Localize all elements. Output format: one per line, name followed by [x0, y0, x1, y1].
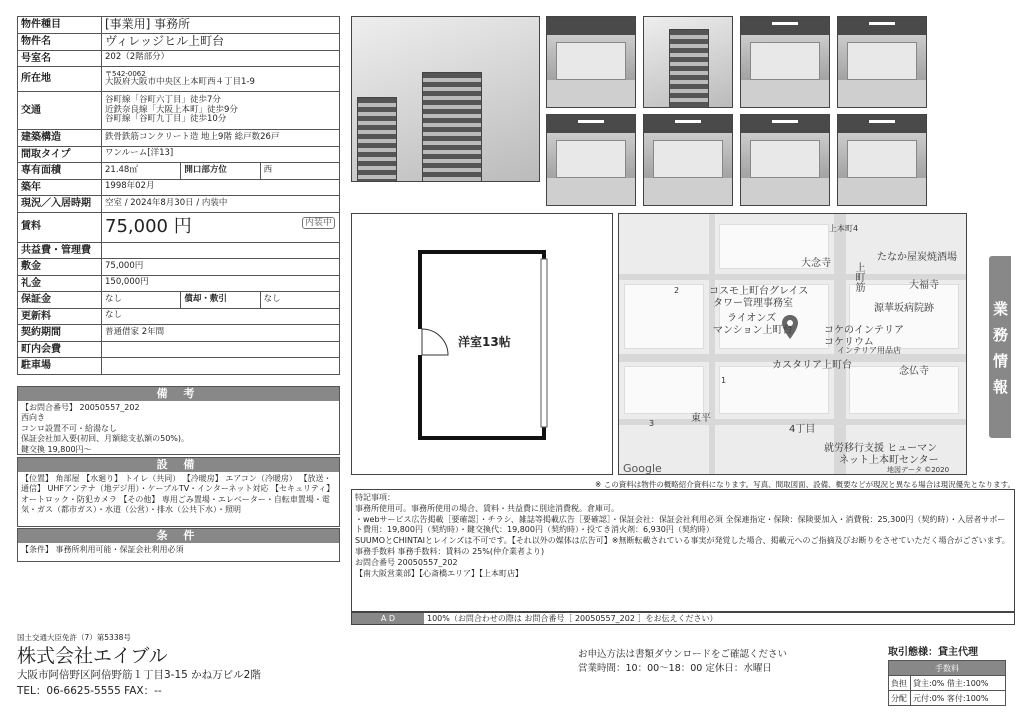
split-label: 分配 [889, 691, 911, 706]
building-shape [422, 72, 482, 182]
management-fee [102, 242, 340, 259]
section-body: 【条件】 事務所利用可能・保証会社利用必須 [21, 545, 184, 554]
floor-plan [351, 213, 613, 475]
layout-type: ワンルーム[洋13] [102, 146, 340, 163]
window-direction: 西 [260, 163, 339, 180]
label: 共益費・管理費 [18, 242, 102, 259]
company-phone: TEL：06-6625-5555 FAX：-- [17, 685, 162, 697]
label: 契約期間 [18, 325, 102, 342]
interior-photo[interactable] [740, 114, 830, 206]
interior-photo[interactable] [837, 16, 927, 108]
access-line: 谷町線「谷町六丁目」徒歩7分 [105, 94, 221, 105]
label: 建築構造 [18, 130, 102, 147]
map-label: 就労移行支援 ヒューマン [824, 443, 938, 454]
contract-period: 普通借家 2年間 [102, 325, 340, 342]
transaction-terms [888, 643, 1006, 706]
section-title: 条 件 [18, 529, 339, 543]
address: 大阪府大阪市中央区上本町西４丁目1-9 [105, 77, 255, 88]
label: 号室名 [18, 50, 102, 67]
renewal-fee: なし [102, 308, 340, 325]
section-body: 【お問合番号】 20050557_202 西向き コンロ設置不可・給湯なし 保証会社加入要(初回、月額総支払額の50%)。 鍵交換 19,800円〜 [21, 403, 190, 454]
apply-method: お申込方法は書類ダウンロードをご確認ください [578, 649, 788, 660]
room-label: 洋室13帖 [458, 335, 511, 349]
label: 築年 [18, 179, 102, 196]
guarantee: なし [102, 292, 181, 309]
occupancy-status: 空室 / 2024年8月30日 / 内装中 [102, 196, 340, 213]
exterior-photo[interactable] [643, 16, 733, 108]
license-number: 国土交通大臣免許（7）第5338号 [17, 633, 131, 642]
label: 専有面積 [18, 163, 102, 180]
interior-photo[interactable] [837, 114, 927, 206]
map-label: 1 [721, 376, 727, 385]
map-label: 大念寺 [801, 258, 831, 269]
status-stamp: 内装中 [302, 217, 335, 229]
remarks-section [17, 386, 340, 455]
map-label: コケリウム [824, 337, 874, 348]
map-label: カスタリア上町台 [772, 360, 852, 371]
label: 開口部方位 [181, 163, 260, 180]
side-tab-text: 業務情報 [993, 300, 1009, 396]
fee-header: 手数料 [889, 661, 1006, 676]
building-shape [357, 97, 397, 182]
label: 現況／入居時期 [18, 196, 102, 213]
access-line: 近鉄奈良線「大阪上本町」徒歩9分 [105, 104, 238, 115]
label: 礼金 [18, 275, 102, 292]
conditions-section [17, 528, 340, 562]
map-label: 4丁目 [789, 424, 816, 435]
building-shape [669, 29, 709, 108]
town-fee [102, 341, 340, 358]
map-label: たなか屋炭焼酒場 [877, 252, 957, 263]
entrance-photo[interactable] [546, 16, 636, 108]
built-year: 1998年02月 [102, 179, 340, 196]
company-name: 株式会社エイブル [17, 645, 168, 667]
split-value: 元付:0% 客付:100% [911, 691, 1006, 706]
map-label: インテリア用品店 [837, 346, 901, 355]
section-title: 備 考 [18, 387, 339, 401]
access-cell [102, 92, 340, 130]
company-address: 大阪市阿倍野区阿倍野筋１丁目3-15 かね万ビル2階 [17, 669, 261, 681]
location-map[interactable] [618, 213, 967, 475]
map-brand: Google [623, 462, 662, 475]
map-label: コスモ上町台グレイス [709, 286, 809, 297]
map-label: 上本町4 [829, 224, 859, 233]
floor-area: 21.48㎡ [102, 163, 181, 180]
map-label: 東平 [691, 413, 711, 424]
map-label: マンション上町台 [713, 325, 793, 336]
ad-value: 100%（お問合わせの際は お問合番号［ 20050557_202 ］をお伝えください） [427, 614, 718, 623]
map-label: ライオンズ [727, 313, 777, 324]
interior-photo[interactable] [643, 114, 733, 206]
map-label: ネット上本町センター [839, 455, 939, 466]
equipment-section [17, 457, 340, 527]
business-hours: 営業時間：10：00〜18：00 定休日：水曜日 [578, 662, 772, 674]
label: 償却・敷引 [181, 292, 260, 309]
rent-cell [102, 212, 340, 242]
property-spec-table [17, 16, 340, 375]
burden-label: 負担 [889, 676, 911, 691]
zip-code: 〒542-0062 [105, 70, 146, 79]
label: 町内会費 [18, 341, 102, 358]
side-tab [989, 256, 1011, 438]
deposit: 75,000円 [102, 259, 340, 276]
label: 保証金 [18, 292, 102, 309]
map-label: 大福寺 [909, 280, 939, 291]
map-label: 念仏寺 [899, 366, 929, 377]
map-label: コケのインテリア [824, 325, 904, 336]
label: 更新料 [18, 308, 102, 325]
ad-label: A D [352, 613, 424, 624]
ad-row [351, 612, 1015, 625]
label: 所在地 [18, 67, 102, 92]
room-number: 202（2階部分） [102, 50, 340, 67]
parking [102, 358, 340, 375]
terms-title: 取引態様：貸主代理 [888, 647, 978, 658]
map-label: 2 [674, 286, 680, 295]
interior-photo[interactable] [546, 114, 636, 206]
disclaimer: ※ この資料は物件の概略紹介資料になります。写真、間取図面、設備、概要などが現況と異なる場合は現況優先となります。 [595, 480, 1015, 489]
label: 間取タイプ [18, 146, 102, 163]
structure: 鉄骨鉄筋コンクリート造 地上9階 総戸数26戸 [102, 130, 340, 147]
key-money: 150,000円 [102, 275, 340, 292]
label: 駐車場 [18, 358, 102, 375]
label: 交通 [18, 92, 102, 130]
fee-table [888, 660, 1006, 706]
amortization: なし [260, 292, 339, 309]
section-title: 設 備 [18, 458, 339, 472]
access-line: 谷町線「谷町九丁目」徒歩10分 [105, 114, 227, 125]
label: 物件名 [18, 33, 102, 50]
map-label: 源華坂病院跡 [874, 303, 934, 314]
map-label: 3 [649, 419, 655, 428]
rent-value: 75,000 円 [105, 215, 192, 237]
interior-photo[interactable] [740, 16, 830, 108]
application-info [578, 648, 787, 676]
label: 賃料 [18, 212, 102, 242]
special-notes: 特記事項： 事務所使用可。事務所使用の場合、賃料・共益費に別途消費税。倉庫可。 ・webサービス広告掲載［要確認］・チラシ、雑誌等掲載広告［要確認］・保証会社：保証会社利用必須 全保連指定・保険：保険要加入・消費税：25,300円（契約時）・入居者サポート費用：19,800円（契約時）・鍵交換代：19,800円（契約時）・投てき消火剤：6,930円（契約時） SUUMOとCHINTAIとレインズは不可です。【それ以外の媒体は広告可】※無断転載されている事実が発覚した場合、掲載元へのご指摘及びお断りをさせていただく場合がございます。 事務手数料 事務手数料：賃料の 25%(仲介業者より) お問合番号 20050557_202 【南大阪営業部】【心斎橋エリア】【上本町店】 [351, 489, 1015, 612]
map-label: タワー管理事務室 [713, 298, 793, 309]
address-cell [102, 67, 340, 92]
map-copyright: 地図データ ©2020 [887, 466, 950, 474]
label: 物件種目 [18, 17, 102, 34]
label: 敷金 [18, 259, 102, 276]
building-photo[interactable] [351, 16, 540, 182]
property-type: [事業用] 事務所 [102, 17, 340, 34]
map-label: 上町筋 [853, 262, 864, 292]
property-name: ヴィレッジヒル上町台 [102, 33, 340, 50]
section-body: 【位置】 角部屋 【水廻り】 トイレ（共同） 【冷暖房】 エアコン（冷暖房） 【放送・通信】 UHFアンテナ（地デジ用）・ケーブルTV・インターネット対応 【セキュリティ】 オートロック・防犯カメラ 【その他】 専用ごみ置場・エレベーター・自転車置場・電気・ガス（都市ガス）・水道（公営）・排水（公共下水）・照明 [21, 474, 337, 515]
burden-value: 貸主:0% 借主:100% [911, 676, 1006, 691]
